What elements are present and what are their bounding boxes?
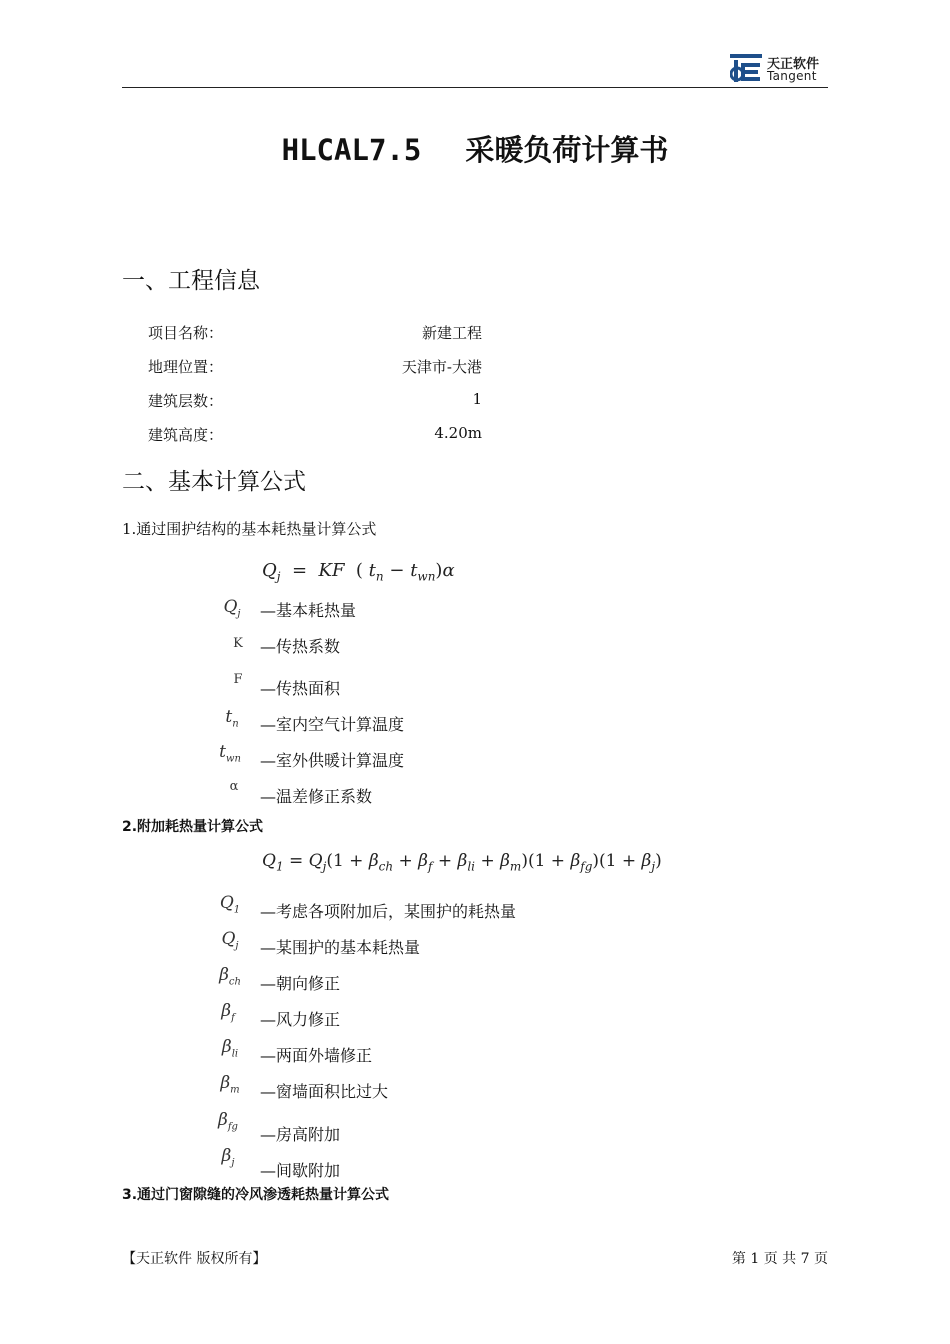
- symbol-description: —温差修正系数: [260, 787, 373, 806]
- info-label: 地理位置：: [148, 358, 224, 376]
- symbol: $\beta_{ch}$: [219, 965, 241, 988]
- symbol-description: —某围护的基本耗热量: [260, 938, 421, 957]
- info-label: 建筑高度：: [148, 426, 224, 444]
- symbol: $\beta_{fg}$: [218, 1110, 238, 1133]
- document-title: [0, 128, 950, 169]
- title-name: 采暖负荷计算书: [465, 133, 669, 167]
- symbol: $Q_j$: [223, 597, 241, 620]
- header-logo: [730, 52, 830, 86]
- symbol-description: —间歇附加: [260, 1161, 341, 1180]
- symbol-description: —基本耗热量: [260, 601, 357, 620]
- logo-text-cn: 天正软件: [767, 57, 820, 72]
- symbol: $\beta_f$: [221, 1001, 235, 1024]
- symbol: $\beta_m$: [220, 1073, 240, 1096]
- symbol-description: —房高附加: [260, 1125, 341, 1144]
- info-value: 1: [472, 390, 482, 408]
- formula2-equation: $Q_1 = Q_j(1 + \beta_{ch} + \beta_f + \beta_{li} + \beta_m)(1 + \beta_{fg})(1 + \beta_j)$: [262, 851, 662, 874]
- info-value: 新建工程: [421, 324, 482, 342]
- symbol-description: —朝向修正: [260, 974, 341, 993]
- title-code: HLCAL7.5: [281, 133, 422, 167]
- formula1-title: 1.通过围护结构的基本耗热量计算公式: [122, 520, 377, 538]
- symbol: F: [233, 672, 243, 687]
- tangent-logo-icon: [730, 54, 762, 84]
- info-label: 建筑层数：: [148, 392, 224, 410]
- symbol-description: —风力修正: [260, 1010, 341, 1029]
- symbol: $Q_1$: [219, 893, 241, 916]
- symbol-description: —两面外墙修正: [260, 1046, 373, 1065]
- symbol: $\beta_{li}$: [221, 1037, 239, 1060]
- symbol: α: [229, 779, 239, 794]
- header-rule: [122, 87, 828, 88]
- formula1-equation: $Q_j$ = KF ( $t_n - t_{wn})\alpha$: [262, 560, 455, 584]
- footer-page-number: 第 1 页 共 7 页: [731, 1251, 828, 1267]
- symbol: $t_{wn}$: [219, 742, 241, 765]
- symbol-description: —窗墙面积比过大: [260, 1082, 389, 1101]
- section-formulas-heading: 二、基本计算公式: [122, 469, 306, 495]
- symbol: K: [233, 636, 243, 651]
- symbol: $Q_j$: [221, 929, 239, 952]
- formula2-title: 2.附加耗热量计算公式: [122, 819, 264, 835]
- info-value: 天津市-大港: [401, 358, 482, 376]
- symbol: $t_n$: [225, 707, 239, 730]
- symbol: $\beta_j$: [221, 1146, 235, 1169]
- symbol-description: —室外供暖计算温度: [260, 751, 405, 770]
- symbol-description: —考虑各项附加后，某围护的耗热量: [260, 902, 517, 921]
- info-value: 4.20m: [434, 424, 482, 442]
- symbol-description: —室内空气计算温度: [260, 715, 405, 734]
- logo-text-en: Tangent: [767, 69, 817, 83]
- symbol-description: —传热系数: [260, 637, 341, 656]
- formula3-title: 3.通过门窗隙缝的冷风渗透耗热量计算公式: [122, 1187, 390, 1203]
- footer-copyright: 【天正软件 版权所有】: [122, 1251, 267, 1267]
- info-label: 项目名称：: [148, 324, 224, 342]
- symbol-description: —传热面积: [260, 679, 341, 698]
- section-project-info-heading: 一、工程信息: [122, 268, 260, 294]
